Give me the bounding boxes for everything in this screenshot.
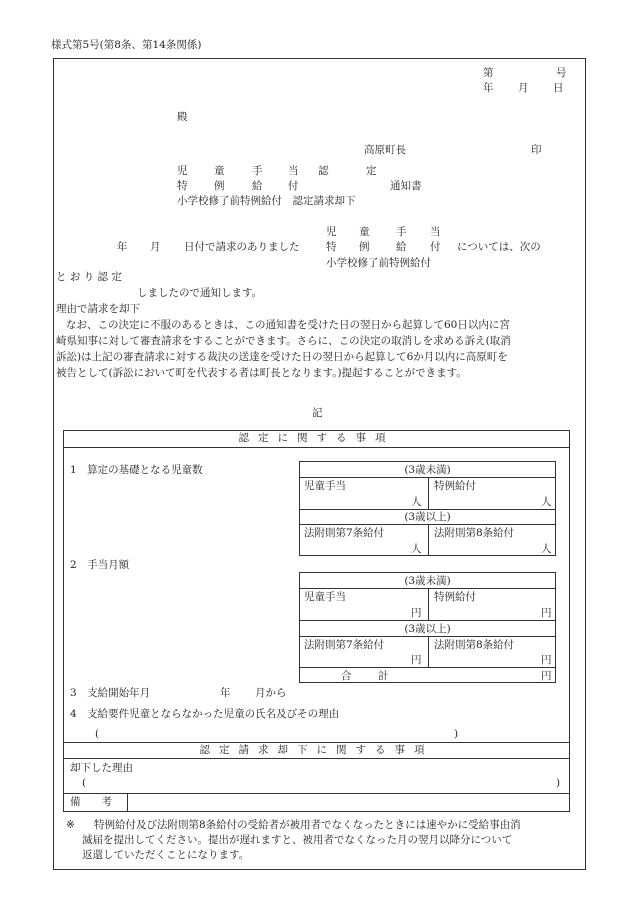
body-year: 年 <box>117 241 128 253</box>
notice-line: 崎県知事に対して審査請求をすることができます。さらに、この決定の取消しを求める訴え(取消 <box>56 335 511 347</box>
tokurei-label: 特例給付 <box>434 480 476 492</box>
body-month: 月 <box>150 241 161 253</box>
paren-close: ) <box>556 777 561 789</box>
footnote-line: 返還していただくことになります。 <box>82 849 250 861</box>
number-suffix: 号 <box>556 67 567 79</box>
table-line <box>299 509 556 510</box>
start-year: 年 <box>220 687 231 699</box>
issuer-name: 高原町長 <box>364 144 406 156</box>
under3-label: (3歳未満) <box>404 575 451 587</box>
start-month: 月から <box>255 687 287 699</box>
subject-item: 例 <box>214 180 225 192</box>
notice-line: 訴訟)は上記の審査請求に対する裁決の送達を受けた日の翌日から起算して6か月以内に高原町を <box>56 351 508 363</box>
body-date-suffix: 日付で請求のありました <box>184 241 300 253</box>
stack-item: 手 <box>396 226 407 238</box>
table-line <box>428 477 429 509</box>
stack-item: 給 <box>396 241 407 253</box>
notice-line: 被告として(訴訟において町を代表する者は町長となります。)提起することができます。 <box>56 367 467 379</box>
paren-open: ( <box>82 777 87 789</box>
table-line <box>299 667 556 668</box>
fusoku8-label: 法附則第8条給付 <box>434 527 515 539</box>
subject-item: 特 <box>177 180 188 192</box>
unit-label: 円 <box>541 607 552 619</box>
number-prefix: 第 <box>483 67 494 79</box>
item-excluded-children: 4 支給要件児童とならなかった児童の氏名及びその理由 <box>70 708 340 720</box>
section-title-divider <box>63 447 570 448</box>
stack-line3: 小学校修了前特例給付 <box>326 257 431 269</box>
footnote-line: 滅届を提出してください。提出が遅れますと、被用者でなくなった月の翌月以降分について <box>82 834 513 846</box>
item-child-count: 1 算定の基礎となる児童数 <box>70 464 203 476</box>
fusoku8-label: 法附則第8条給付 <box>434 639 515 651</box>
issuer-seal: 印 <box>531 144 542 156</box>
stack-item: 児 <box>326 226 337 238</box>
section2-title: 認定請求却下に関する事項 <box>199 744 434 756</box>
unit-label: 人 <box>411 496 422 508</box>
unit-label: 人 <box>411 543 422 555</box>
reject-reason-label: 却下した理由 <box>70 762 133 774</box>
footnote-line: 特例給付及び法附則第8条給付の受給者が被用者でなくなったときには速やかに受給事由消 <box>94 819 521 831</box>
jidou-label: 児童手当 <box>304 480 346 492</box>
date-year: 年 <box>483 82 494 94</box>
body-notify: しましたので通知します。 <box>137 287 263 299</box>
ki-heading: 記 <box>312 407 323 419</box>
stack-item: 付 <box>430 241 441 253</box>
biko-label: 備 考 <box>70 796 112 808</box>
section-title-divider <box>63 758 570 759</box>
stack-item: 例 <box>359 241 370 253</box>
item-monthly-amount: 2 手当月額 <box>70 559 130 571</box>
over3-label: (3歳以上) <box>404 623 451 635</box>
paren-open: ( <box>95 728 100 740</box>
subject-nin: 認 <box>318 165 329 177</box>
tokurei-label: 特例給付 <box>434 591 476 603</box>
subject-line3: 小学校修了前特例給付 認定請求却下 <box>177 195 356 207</box>
subject-tei: 定 <box>366 165 377 177</box>
subject-item: 児 <box>177 165 188 177</box>
under3-label: (3歳未満) <box>404 464 451 476</box>
notice-line: なお、この決定に不服のあるときは、この通知書を受けた日の翌日から起算して60日以内に宮 <box>66 319 510 331</box>
over3-label: (3歳以上) <box>404 511 451 523</box>
subject-item: 童 <box>214 165 225 177</box>
jidou-label: 児童手当 <box>304 591 346 603</box>
unit-label: 円 <box>411 654 422 666</box>
addressee-honorific: 殿 <box>177 111 188 123</box>
subject-item: 当 <box>288 165 299 177</box>
biko-divider <box>127 793 128 812</box>
date-day: 日 <box>553 82 564 94</box>
table-line <box>428 588 429 620</box>
section1-title: 認定に関する事項 <box>238 432 395 444</box>
unit-label: 円 <box>411 607 422 619</box>
unit-label: 人 <box>541 543 552 555</box>
table-line <box>428 524 429 556</box>
subject-item: 手 <box>252 165 263 177</box>
subject-suffix: 通知書 <box>390 180 422 192</box>
unit-label: 円 <box>541 654 552 666</box>
form-id-label: 様式第5号(第8条、第14条関係) <box>51 39 202 51</box>
total-label-b: 計 <box>378 670 389 682</box>
fusoku7-label: 法附則第7条給付 <box>304 639 385 651</box>
body-reason-reject: 理由で請求を却下 <box>56 303 140 315</box>
subject-item: 付 <box>288 180 299 192</box>
body-tooriintei: と お り 認 定 <box>56 271 122 283</box>
stack-item: 童 <box>359 226 370 238</box>
total-label-a: 合 <box>341 670 352 682</box>
paren-close: ) <box>454 728 459 740</box>
biko-divider <box>63 793 570 794</box>
body-after-stack: については、次の <box>457 241 541 253</box>
item-start-month: 3 支給開始年月 <box>70 687 151 699</box>
footnote-mark: ※ <box>66 819 75 831</box>
stack-item: 当 <box>430 226 441 238</box>
unit-label: 人 <box>541 496 552 508</box>
subject-item: 給 <box>252 180 263 192</box>
table-line <box>428 636 429 667</box>
stack-item: 特 <box>326 241 337 253</box>
fusoku7-label: 法附則第7条給付 <box>304 527 385 539</box>
unit-label: 円 <box>541 670 552 682</box>
table-line <box>299 620 556 621</box>
date-month: 月 <box>518 82 529 94</box>
